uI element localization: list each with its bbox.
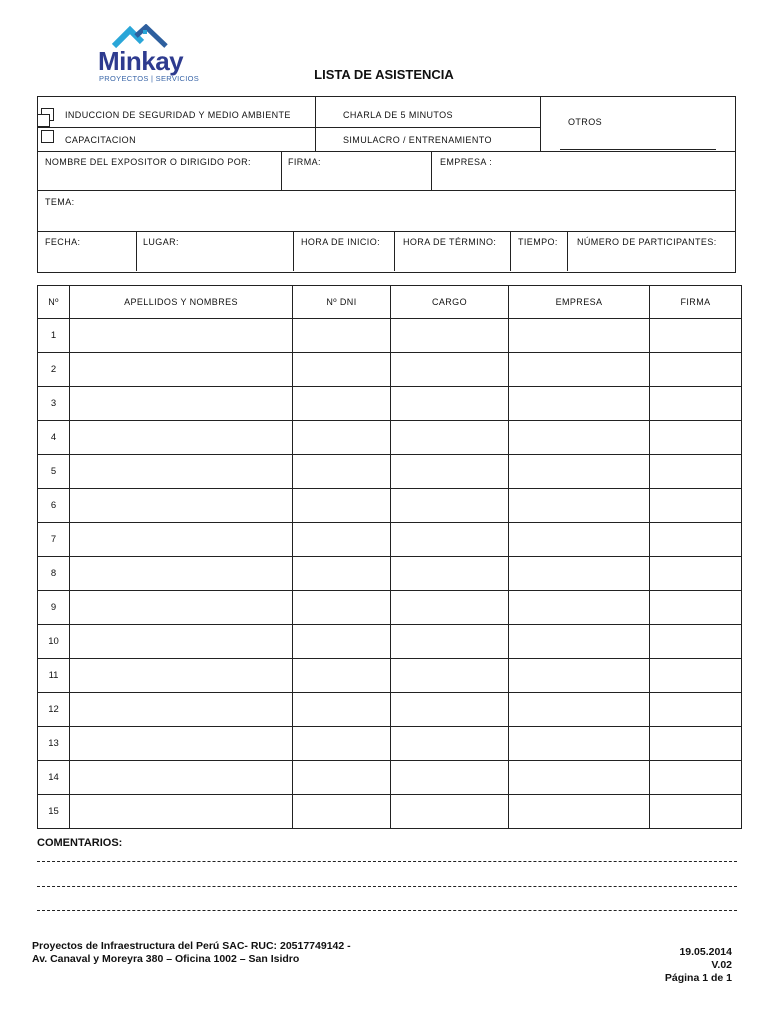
cell-cargo[interactable] <box>391 455 509 489</box>
cell-dni[interactable] <box>293 353 391 387</box>
cell-dni[interactable] <box>293 761 391 795</box>
table-row <box>38 761 742 795</box>
cell-cargo[interactable] <box>391 421 509 455</box>
header-firma: FIRMA <box>650 286 742 319</box>
cell-cargo[interactable] <box>391 387 509 421</box>
cell-cargo[interactable] <box>391 727 509 761</box>
option-charla-label: CHARLA DE 5 MINUTOS <box>343 110 453 120</box>
row-number: 1 <box>38 319 70 353</box>
footer-doc-info <box>665 946 732 985</box>
page-title: LISTA DE ASISTENCIA <box>314 67 454 82</box>
cell-dni[interactable] <box>293 795 391 829</box>
hora-termino-label: HORA DE TÉRMINO: <box>403 237 497 247</box>
cell-dni[interactable] <box>293 421 391 455</box>
header-cargo: CARGO <box>391 286 509 319</box>
tema-label: TEMA: <box>45 197 75 207</box>
option-induccion-label: INDUCCION DE SEGURIDAD Y MEDIO AMBIENTE <box>65 110 291 120</box>
cell-nombres[interactable] <box>70 455 293 489</box>
cell-empresa[interactable] <box>509 387 650 421</box>
logo-tagline: PROYECTOS | SERVICIOS <box>99 74 200 83</box>
row-number: 15 <box>38 795 70 829</box>
row-number: 7 <box>38 523 70 557</box>
lugar-label: LUGAR: <box>143 237 179 247</box>
cell-dni[interactable] <box>293 523 391 557</box>
cell-empresa[interactable] <box>509 761 650 795</box>
table-row <box>38 795 742 829</box>
table-row <box>38 421 742 455</box>
cell-nombres[interactable] <box>70 591 293 625</box>
table-row <box>38 455 742 489</box>
cell-cargo[interactable] <box>391 319 509 353</box>
cell-empresa[interactable] <box>509 523 650 557</box>
table-row <box>38 557 742 591</box>
cell-nombres[interactable] <box>70 489 293 523</box>
cell-empresa[interactable] <box>509 591 650 625</box>
cell-empresa[interactable] <box>509 455 650 489</box>
cell-firma[interactable] <box>650 489 742 523</box>
cell-firma[interactable] <box>650 557 742 591</box>
table-row <box>38 387 742 421</box>
logo-wordmark: Minkay <box>98 46 184 76</box>
cell-empresa[interactable] <box>509 421 650 455</box>
footer-company <box>32 940 351 966</box>
cell-firma[interactable] <box>650 319 742 353</box>
cell-dni[interactable] <box>293 693 391 727</box>
attendance-table <box>37 285 742 829</box>
row-number: 10 <box>38 625 70 659</box>
cell-nombres[interactable] <box>70 659 293 693</box>
cell-empresa[interactable] <box>509 795 650 829</box>
row-number: 3 <box>38 387 70 421</box>
cell-firma[interactable] <box>650 387 742 421</box>
cell-dni[interactable] <box>293 387 391 421</box>
header-empresa: EMPRESA <box>509 286 650 319</box>
cell-cargo[interactable] <box>391 557 509 591</box>
footer-date: 19.05.2014 <box>679 946 732 958</box>
cell-nombres[interactable] <box>70 625 293 659</box>
table-row <box>38 489 742 523</box>
cell-empresa[interactable] <box>509 353 650 387</box>
cell-empresa[interactable] <box>509 625 650 659</box>
cell-dni[interactable] <box>293 659 391 693</box>
row-number: 12 <box>38 693 70 727</box>
cell-cargo[interactable] <box>391 659 509 693</box>
footer-company-line2: Av. Canaval y Moreyra 380 – Oficina 1002 – San Isidro <box>32 953 300 965</box>
cell-dni[interactable] <box>293 489 391 523</box>
table-row <box>38 625 742 659</box>
footer-page: Página 1 de 1 <box>664 972 732 984</box>
header-num: Nº <box>38 286 70 319</box>
option-simulacro-label: SIMULACRO / ENTRENAMIENTO <box>343 135 492 145</box>
cell-dni[interactable] <box>293 319 391 353</box>
cell-nombres[interactable] <box>70 693 293 727</box>
cell-empresa[interactable] <box>509 693 650 727</box>
row-number: 9 <box>38 591 70 625</box>
cell-nombres[interactable] <box>70 523 293 557</box>
header-nombres: APELLIDOS Y NOMBRES <box>70 286 293 319</box>
cell-nombres[interactable] <box>70 353 293 387</box>
row-number: 2 <box>38 353 70 387</box>
firma-expositor-label: FIRMA: <box>288 157 321 167</box>
cell-cargo[interactable] <box>391 353 509 387</box>
cell-firma[interactable] <box>650 353 742 387</box>
cell-dni[interactable] <box>293 557 391 591</box>
cell-empresa[interactable] <box>509 659 650 693</box>
cell-firma[interactable] <box>650 421 742 455</box>
table-row <box>38 319 742 353</box>
comment-line[interactable] <box>37 886 737 887</box>
row-number: 11 <box>38 659 70 693</box>
cell-firma[interactable] <box>650 795 742 829</box>
cell-cargo[interactable] <box>391 795 509 829</box>
checkbox-induccion-alt[interactable] <box>37 114 50 127</box>
cell-dni[interactable] <box>293 455 391 489</box>
table-row <box>38 591 742 625</box>
row-number: 4 <box>38 421 70 455</box>
cell-cargo[interactable] <box>391 523 509 557</box>
cell-cargo[interactable] <box>391 761 509 795</box>
cell-nombres[interactable] <box>70 727 293 761</box>
cell-nombres[interactable] <box>70 421 293 455</box>
cell-firma[interactable] <box>650 591 742 625</box>
checkbox-capacitacion[interactable] <box>41 130 54 143</box>
header-dni: Nº DNI <box>293 286 391 319</box>
cell-firma[interactable] <box>650 727 742 761</box>
otros-input-line[interactable] <box>560 149 716 150</box>
option-otros-label: OTROS <box>568 117 603 127</box>
row-number: 8 <box>38 557 70 591</box>
footer-company-line1: Proyectos de Infraestructura del Perú SAC- RUC: 20517749142 - <box>32 940 351 952</box>
empresa-expositor-label: EMPRESA : <box>440 157 493 167</box>
cell-firma[interactable] <box>650 693 742 727</box>
footer-version: V.02 <box>711 959 732 971</box>
comment-line[interactable] <box>37 910 737 911</box>
comment-line[interactable] <box>37 861 737 862</box>
cell-empresa[interactable] <box>509 319 650 353</box>
cell-nombres[interactable] <box>70 387 293 421</box>
cell-cargo[interactable] <box>391 693 509 727</box>
cell-empresa[interactable] <box>509 727 650 761</box>
cell-dni[interactable] <box>293 625 391 659</box>
hora-inicio-label: HORA DE INICIO: <box>301 237 381 247</box>
row-number: 5 <box>38 455 70 489</box>
cell-firma[interactable] <box>650 523 742 557</box>
cell-firma[interactable] <box>650 761 742 795</box>
cell-nombres[interactable] <box>70 795 293 829</box>
row-number: 14 <box>38 761 70 795</box>
cell-firma[interactable] <box>650 659 742 693</box>
table-row <box>38 727 742 761</box>
cell-nombres[interactable] <box>70 557 293 591</box>
cell-nombres[interactable] <box>70 761 293 795</box>
cell-cargo[interactable] <box>391 591 509 625</box>
tiempo-label: TIEMPO: <box>518 237 558 247</box>
row-number: 13 <box>38 727 70 761</box>
table-row <box>38 693 742 727</box>
table-row <box>38 523 742 557</box>
fecha-label: FECHA: <box>45 237 81 247</box>
comments-label: COMENTARIOS: <box>37 837 123 849</box>
cell-dni[interactable] <box>293 591 391 625</box>
cell-cargo[interactable] <box>391 489 509 523</box>
cell-dni[interactable] <box>293 727 391 761</box>
table-row <box>38 353 742 387</box>
table-header-row <box>38 286 742 319</box>
cell-firma[interactable] <box>650 455 742 489</box>
expositor-label: NOMBRE DEL EXPOSITOR O DIRIGIDO POR: <box>45 157 251 167</box>
cell-firma[interactable] <box>650 625 742 659</box>
table-row <box>38 659 742 693</box>
cell-nombres[interactable] <box>70 319 293 353</box>
participantes-label: NÚMERO DE PARTICIPANTES: <box>577 237 717 247</box>
cell-cargo[interactable] <box>391 625 509 659</box>
row-number: 6 <box>38 489 70 523</box>
option-capacitacion-label: CAPACITACION <box>65 135 136 145</box>
cell-empresa[interactable] <box>509 557 650 591</box>
cell-empresa[interactable] <box>509 489 650 523</box>
